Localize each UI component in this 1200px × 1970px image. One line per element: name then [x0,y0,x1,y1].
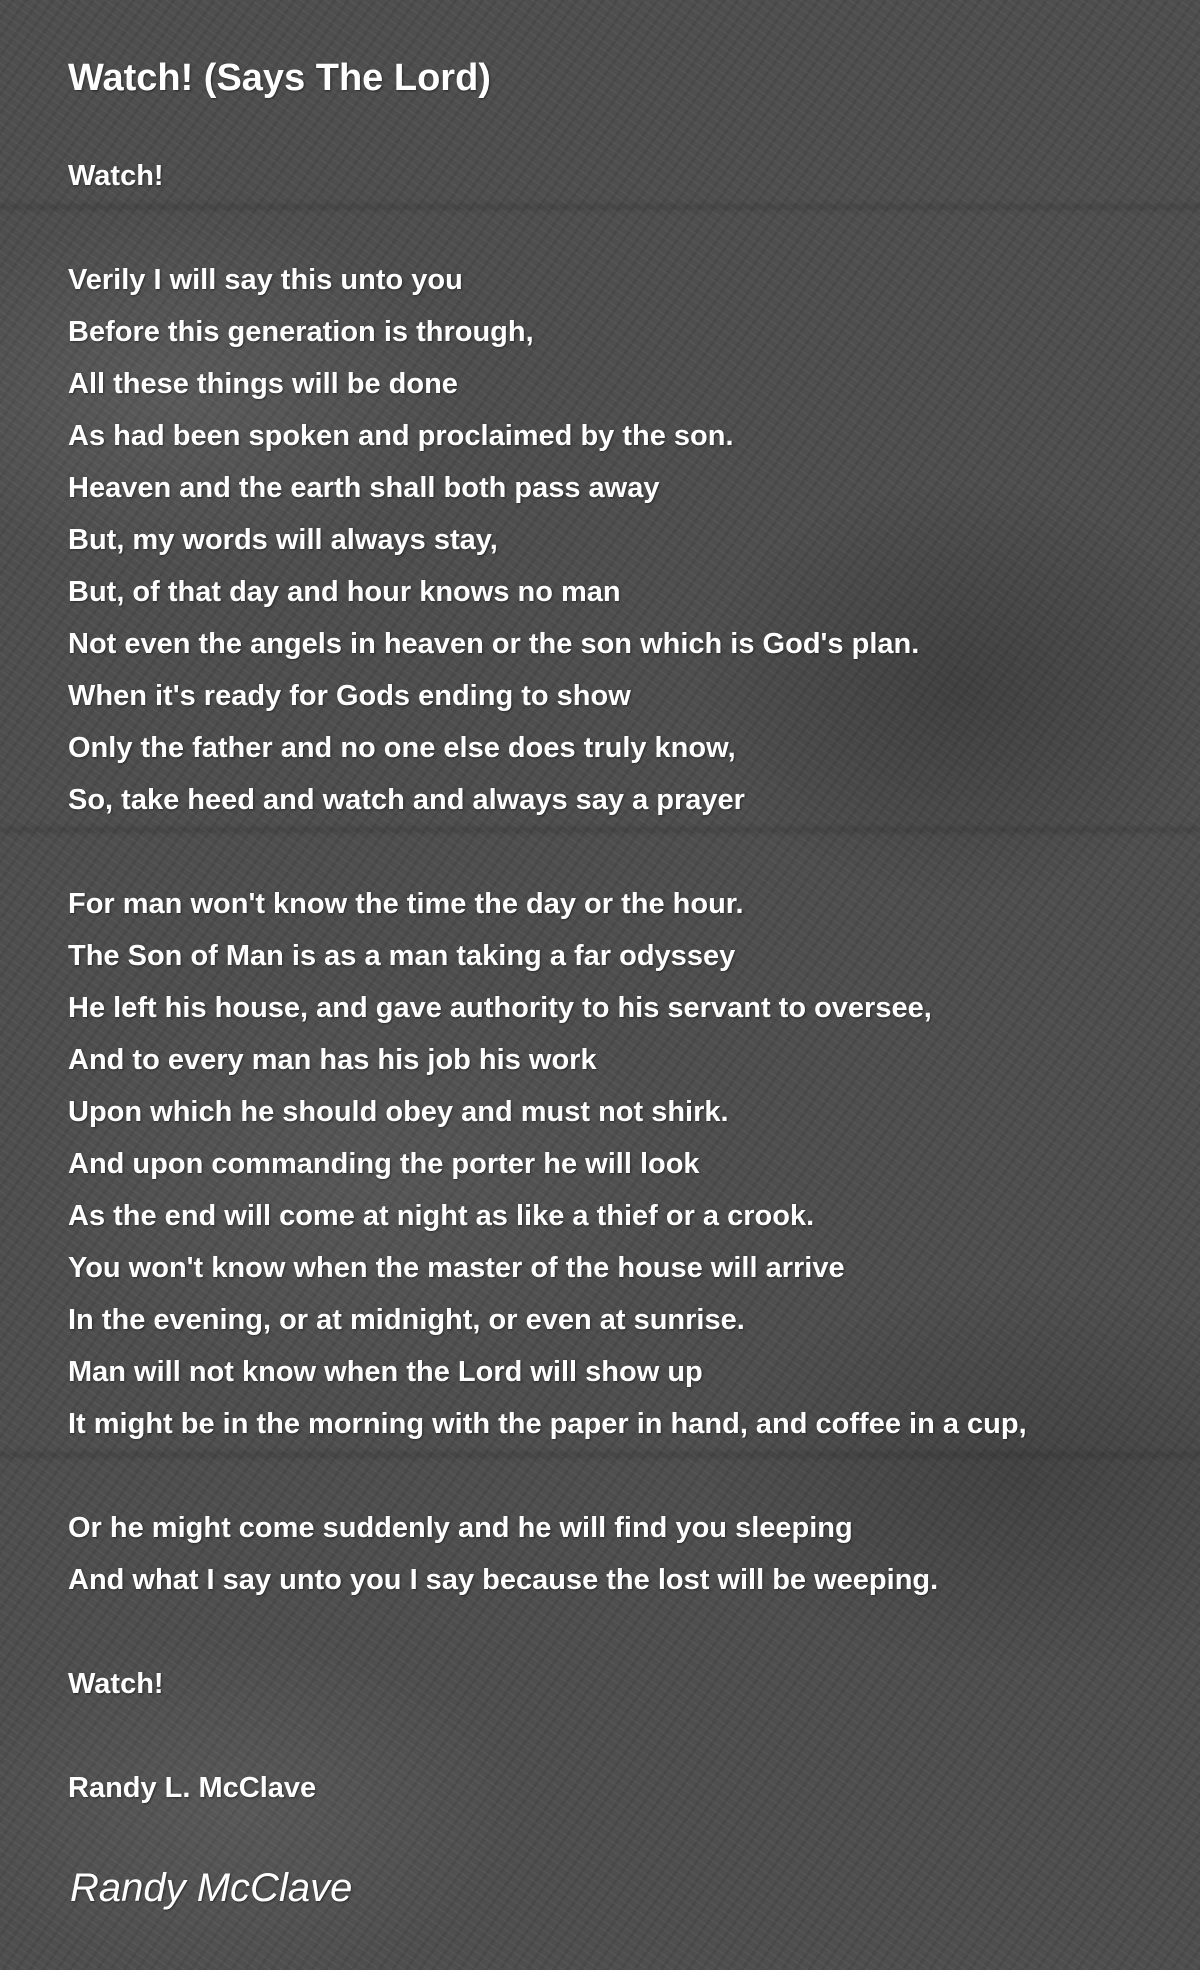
poem-body [68,150,1178,1814]
stanza-break [68,1606,1178,1658]
poem-line: And to every man has his job his work [68,1044,597,1076]
stanza-break [68,826,1178,878]
poem-line: He left his house, and gave authority to his servant to oversee, [68,992,932,1024]
stanza-break [68,202,1178,254]
poem-line: The Son of Man is as a man taking a far odyssey [68,940,736,972]
poem-line: For man won't know the time the day or the hour. [68,888,744,920]
poem-line: As the end will come at night as like a thief or a crook. [68,1200,815,1232]
poem-line: Only the father and no one else does truly know, [68,732,736,764]
stanza-break [68,1710,1178,1762]
poem-line: Man will not know when the Lord will show up [68,1356,703,1388]
poem-line: Not even the angels in heaven or the son which is God's plan. [68,628,920,660]
poem-line: Watch! [68,160,164,192]
poem-line: As had been spoken and proclaimed by the son. [68,420,734,452]
poem-line: In the evening, or at midnight, or even at sunrise. [68,1304,745,1336]
poem-line: Or he might come suddenly and he will find you sleeping [68,1512,853,1544]
poem-line: Verily I will say this unto you [68,264,463,296]
poem-line: Heaven and the earth shall both pass away [68,472,660,504]
poem-line: Upon which he should obey and must not shirk. [68,1096,729,1128]
poem-title: Watch! (Says The Lord) [68,57,491,99]
poem-line: So, take heed and watch and always say a prayer [68,784,745,816]
poem-line: And what I say unto you I say because the lost will be weeping. [68,1564,939,1596]
poem-line: Randy L. McClave [68,1772,317,1804]
poem-line: Before this generation is through, [68,316,534,348]
poem-card [68,50,1178,1814]
poem-line: It might be in the morning with the paper in hand, and coffee in a cup, [68,1408,1027,1440]
poem-line: Watch! [68,1668,164,1700]
poem-line: But, my words will always stay, [68,524,498,556]
author-signature: Randy McClave [70,1866,353,1910]
poem-line: When it's ready for Gods ending to show [68,680,631,712]
stanza-break [68,1450,1178,1502]
poem-line: But, of that day and hour knows no man [68,576,621,608]
poem-line: And upon commanding the porter he will look [68,1148,700,1180]
poem-line: You won't know when the master of the house will arrive [68,1252,845,1284]
poem-line: All these things will be done [68,368,458,400]
